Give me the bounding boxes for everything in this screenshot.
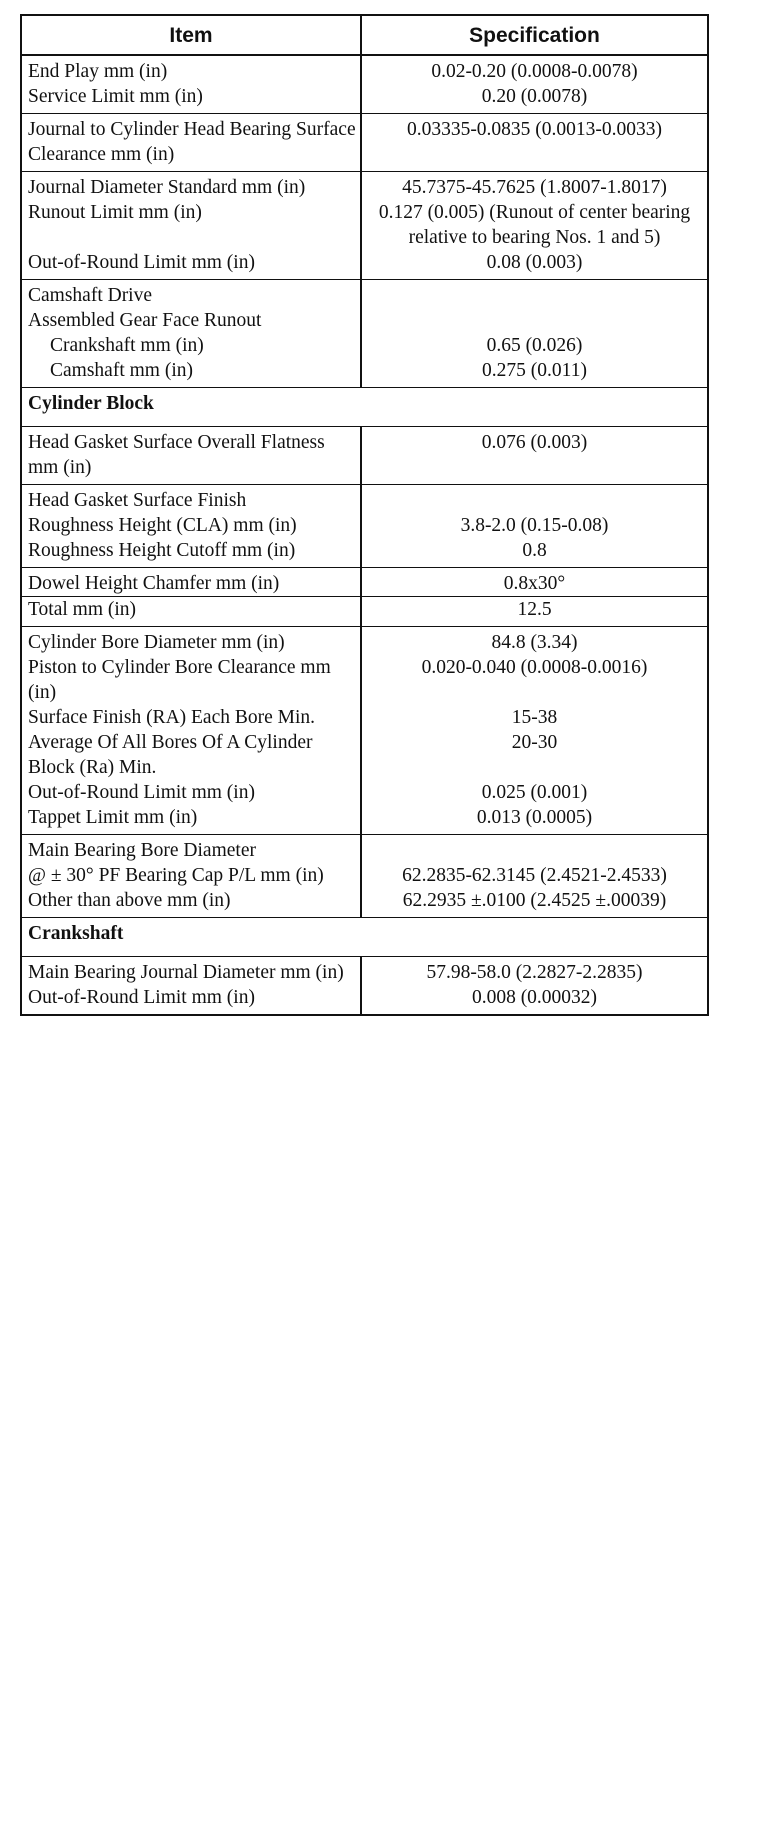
row-item: Out-of-Round Limit mm (in) (21, 985, 361, 1015)
table-row (21, 114, 708, 172)
table-row (21, 627, 708, 656)
row-item: Average Of All Bores Of A Cylinder Block (Ra) Min. (21, 730, 361, 780)
table-row (21, 427, 708, 485)
row-item: Runout Limit mm (in) (21, 200, 361, 250)
row-spec: 0.013 (0.0005) (361, 805, 708, 835)
row-spec: 84.8 (3.34) (361, 627, 708, 656)
row-item: Main Bearing Bore Diameter (21, 835, 361, 864)
row-spec: 45.7375-45.7625 (1.8007-1.8017) (361, 172, 708, 201)
table-row (21, 280, 708, 309)
row-item: End Play mm (in) (21, 55, 361, 84)
table-row (21, 655, 708, 705)
item-column-header: Item (21, 15, 361, 55)
row-item: Roughness Height Cutoff mm (in) (21, 538, 361, 568)
table-row (21, 84, 708, 114)
row-spec: 0.02-0.20 (0.0008-0.0078) (361, 55, 708, 84)
row-spec: 0.076 (0.003) (361, 427, 708, 485)
row-spec: 0.8 (361, 538, 708, 568)
row-spec: 12.5 (361, 597, 708, 627)
row-spec (361, 485, 708, 514)
row-spec: 0.8x30° (361, 568, 708, 597)
row-item: Service Limit mm (in) (21, 84, 361, 114)
row-item: @ ± 30° PF Bearing Cap P/L mm (in) (21, 863, 361, 888)
specification-column-header: Specification (361, 15, 708, 55)
table-row (21, 485, 708, 514)
row-spec: 20-30 (361, 730, 708, 780)
crankshaft-section (21, 918, 708, 957)
table-row (21, 780, 708, 805)
table-row (21, 985, 708, 1015)
table-row (21, 705, 708, 730)
row-spec: 0.65 (0.026) (361, 333, 708, 358)
row-item: Main Bearing Journal Diameter mm (in) (21, 957, 361, 986)
table-row (21, 333, 708, 358)
row-item: Other than above mm (in) (21, 888, 361, 918)
row-item: Journal to Cylinder Head Bearing Surface Clearance mm (in) (21, 114, 361, 172)
dowel-group (21, 568, 708, 627)
table-row (21, 200, 708, 250)
row-item: Camshaft Drive (21, 280, 361, 309)
section-title: Cylinder Block (21, 388, 708, 427)
table-header-row (21, 15, 708, 55)
row-item: Head Gasket Surface Finish (21, 485, 361, 514)
row-spec: 0.008 (0.00032) (361, 985, 708, 1015)
row-spec (361, 280, 708, 309)
table-row (21, 308, 708, 333)
bore-group (21, 627, 708, 835)
row-spec (361, 835, 708, 864)
camshaft-drive-group (21, 280, 708, 388)
camshaft-journal-group (21, 172, 708, 280)
surface-finish-group (21, 485, 708, 568)
row-spec: 0.03335-0.0835 (0.0013-0.0033) (361, 114, 708, 172)
row-item: Surface Finish (RA) Each Bore Min. (21, 705, 361, 730)
row-item: Cylinder Bore Diameter mm (in) (21, 627, 361, 656)
row-item: Camshaft mm (in) (21, 358, 361, 388)
section-heading-row (21, 388, 708, 427)
row-item: Piston to Cylinder Bore Clearance mm (in) (21, 655, 361, 705)
specification-table (20, 14, 709, 1016)
row-item: Journal Diameter Standard mm (in) (21, 172, 361, 201)
table-row (21, 730, 708, 780)
table-row (21, 805, 708, 835)
row-spec: 62.2835-62.3145 (2.4521-2.4533) (361, 863, 708, 888)
row-item: Out-of-Round Limit mm (in) (21, 780, 361, 805)
table-row (21, 250, 708, 280)
row-item: Crankshaft mm (in) (21, 333, 361, 358)
row-item: Assembled Gear Face Runout (21, 308, 361, 333)
table-row (21, 172, 708, 201)
table-row (21, 835, 708, 864)
crankshaft-group (21, 957, 708, 1016)
camshaft-endplay-group (21, 55, 708, 114)
row-spec: 0.025 (0.001) (361, 780, 708, 805)
row-spec (361, 308, 708, 333)
camshaft-clearance-group (21, 114, 708, 172)
head-gasket-flatness-group (21, 427, 708, 485)
row-spec: 0.08 (0.003) (361, 250, 708, 280)
row-spec: 0.275 (0.011) (361, 358, 708, 388)
row-spec: 0.020-0.040 (0.0008-0.0016) (361, 655, 708, 705)
row-spec: 0.20 (0.0078) (361, 84, 708, 114)
row-spec: 62.2935 ±.0100 (2.4525 ±.00039) (361, 888, 708, 918)
table-row (21, 538, 708, 568)
section-title: Crankshaft (21, 918, 708, 957)
table-row (21, 597, 708, 627)
cylinder-block-section (21, 388, 708, 427)
row-item: Tappet Limit mm (in) (21, 805, 361, 835)
row-item: Roughness Height (CLA) mm (in) (21, 513, 361, 538)
table-row (21, 957, 708, 986)
row-item: Dowel Height Chamfer mm (in) (21, 568, 361, 597)
row-spec: 3.8-2.0 (0.15-0.08) (361, 513, 708, 538)
row-item: Head Gasket Surface Overall Flatness mm (in) (21, 427, 361, 485)
table-row (21, 863, 708, 888)
row-item: Out-of-Round Limit mm (in) (21, 250, 361, 280)
row-spec: 0.127 (0.005) (Runout of center bearing relative to bearing Nos. 1 and 5) (361, 200, 708, 250)
table-row (21, 55, 708, 84)
main-bearing-bore-group (21, 835, 708, 918)
table-row (21, 358, 708, 388)
table-row (21, 888, 708, 918)
row-item: Total mm (in) (21, 597, 361, 627)
row-spec: 57.98-58.0 (2.2827-2.2835) (361, 957, 708, 986)
table-row (21, 568, 708, 597)
row-spec: 15-38 (361, 705, 708, 730)
section-heading-row (21, 918, 708, 957)
table-row (21, 513, 708, 538)
